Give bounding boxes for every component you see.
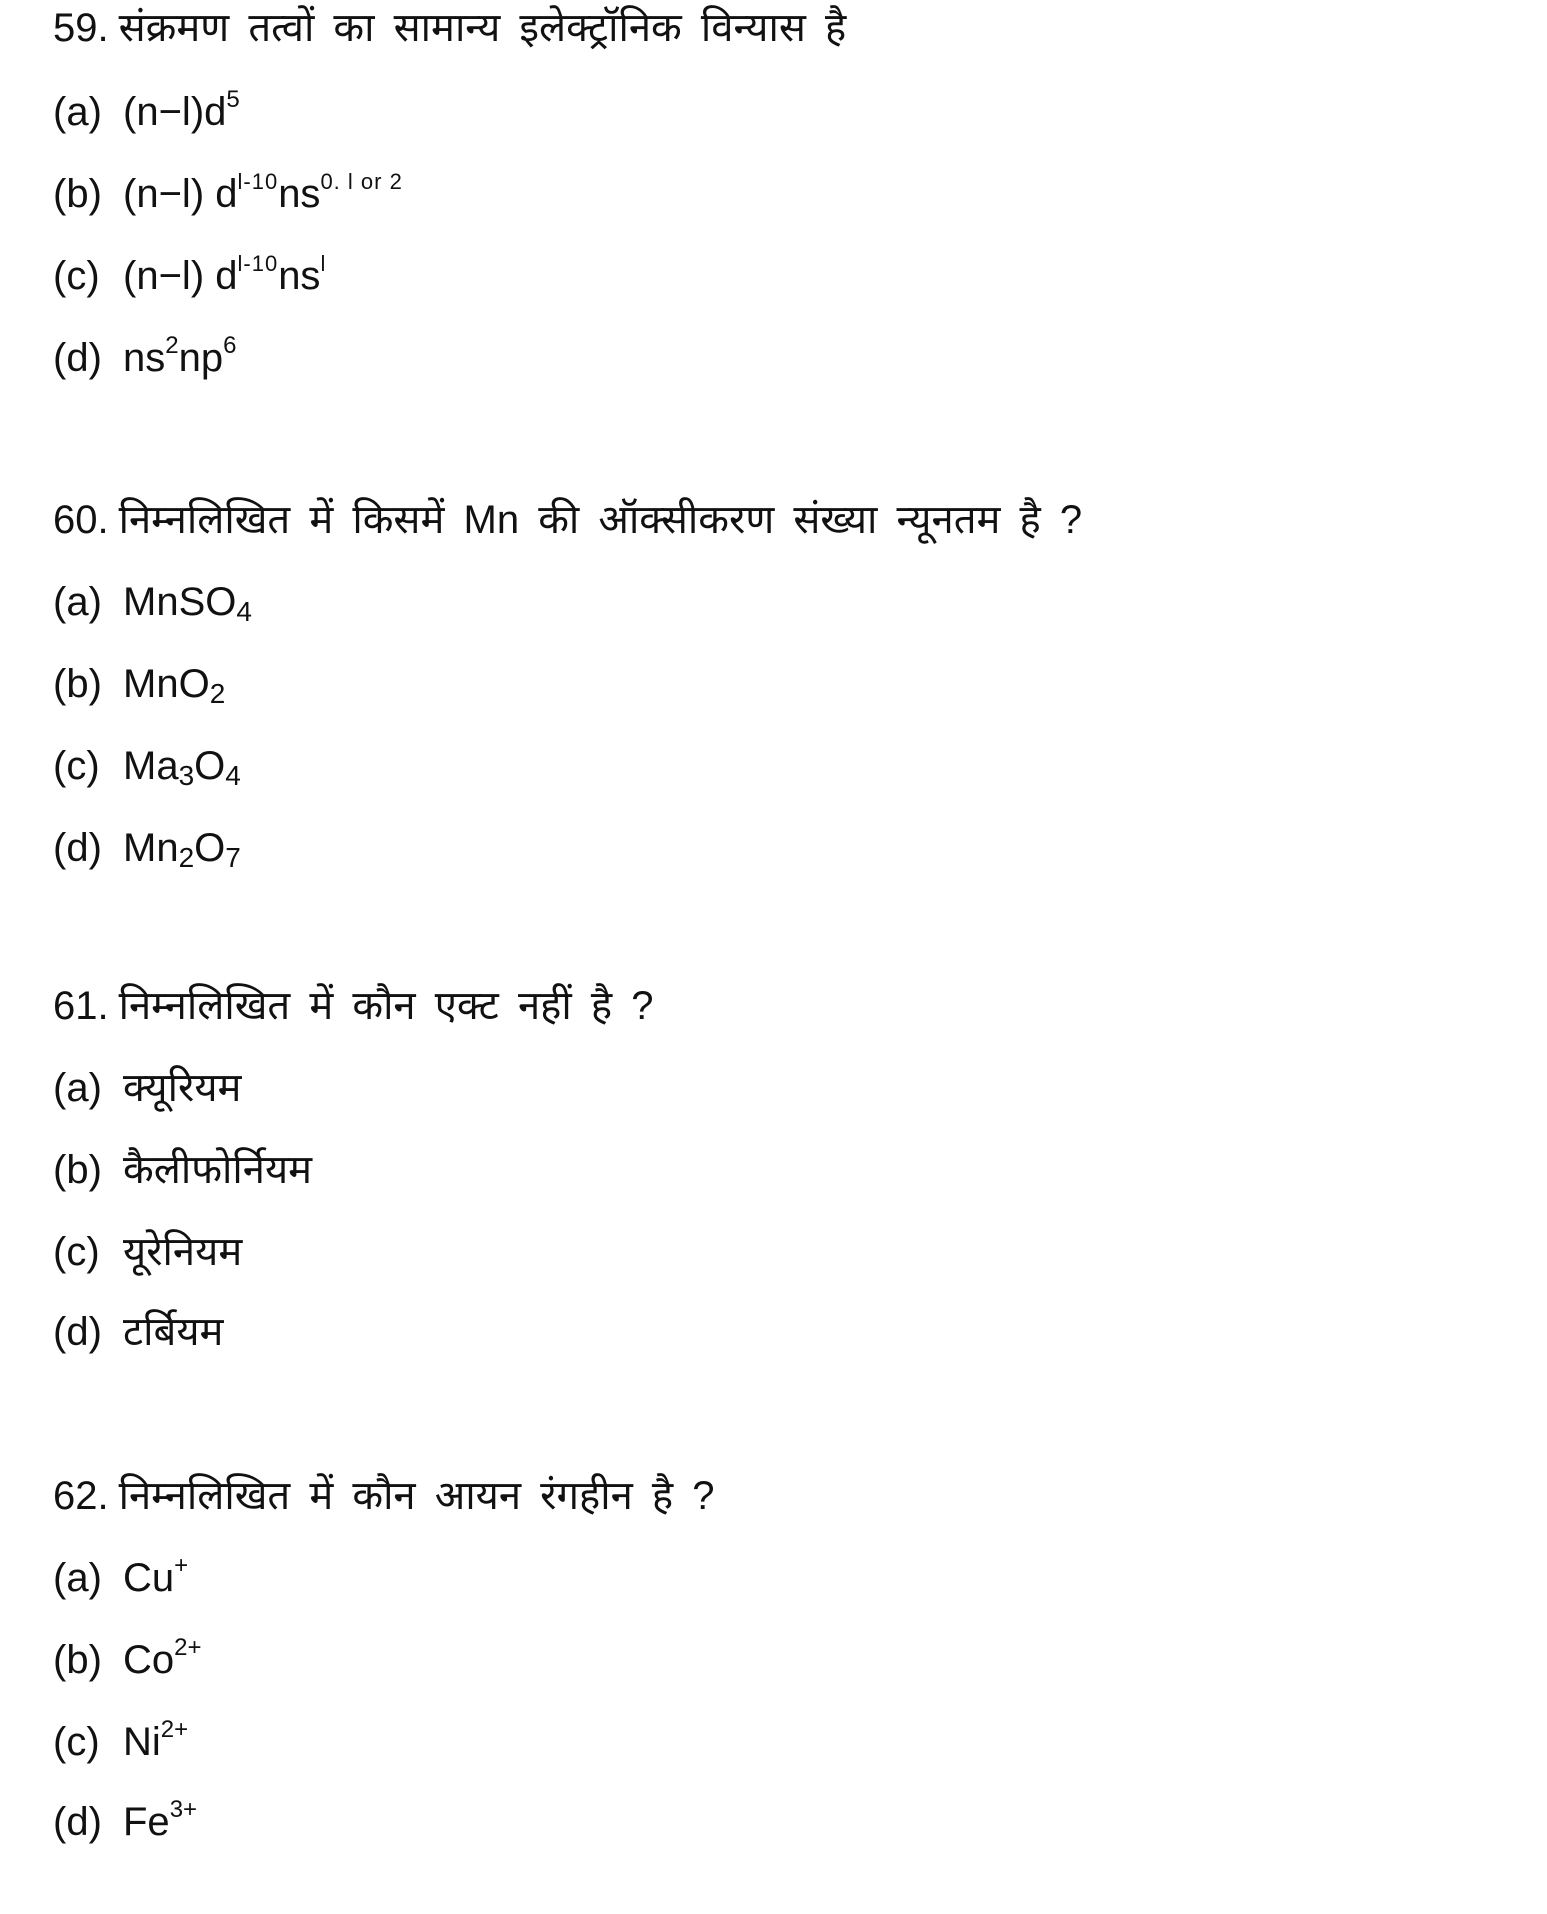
- option-text: क्यूरियम: [123, 1066, 242, 1110]
- option-a: [53, 1064, 241, 1112]
- formula-superscript: l: [320, 251, 327, 276]
- option-label: (d): [53, 826, 102, 870]
- formula-base: ns: [278, 172, 321, 216]
- option-label: (b): [53, 172, 102, 216]
- formula-base: (n−l) d: [123, 172, 238, 216]
- ion-symbol: Ni: [123, 1720, 161, 1764]
- option-label: (b): [53, 662, 102, 706]
- formula-superscript: 5: [226, 86, 240, 113]
- option-b: [53, 1146, 312, 1194]
- formula-base: ns: [278, 254, 321, 298]
- formula-subscript: 4: [225, 760, 241, 791]
- option-c: [53, 1228, 242, 1276]
- option-text: टर्बियम: [123, 1310, 224, 1354]
- option-label: (a): [53, 1066, 102, 1110]
- ion-symbol: Cu: [123, 1556, 175, 1600]
- option-label: (a): [53, 580, 102, 624]
- formula-subscript: 4: [236, 596, 252, 627]
- option-label: (a): [53, 90, 102, 134]
- option-b: [53, 1636, 202, 1684]
- option-label: (d): [53, 336, 102, 380]
- ion-charge: 2+: [160, 1716, 189, 1743]
- ion-symbol: Co: [123, 1638, 175, 1682]
- formula-subscript: 2: [209, 678, 226, 709]
- option-label: (b): [53, 1148, 102, 1192]
- option-label: (c): [53, 254, 100, 298]
- option-label: (c): [53, 744, 100, 788]
- option-b: [53, 660, 225, 708]
- ion-charge: 3+: [169, 1796, 198, 1823]
- question-number: 59.: [53, 6, 109, 50]
- option-a: [53, 1554, 188, 1602]
- formula-base: Ma: [123, 744, 179, 788]
- question-text: निम्नलिखित में किसमें Mn की ऑक्सीकरण संख्या न्यूनतम है ?: [118, 498, 1083, 542]
- option-c: [53, 1718, 188, 1766]
- option-text: यूरेनियम: [123, 1230, 243, 1274]
- formula-subscript: 3: [178, 760, 195, 791]
- question-text: निम्नलिखित में कौन एक्ट नहीं है ?: [118, 984, 654, 1028]
- question-title: [53, 982, 653, 1030]
- formula-base: MnO: [123, 662, 210, 706]
- option-label: (a): [53, 1556, 102, 1600]
- option-label: (c): [53, 1230, 100, 1274]
- option-c: [53, 742, 241, 790]
- question-title: [53, 496, 1082, 544]
- formula-base: MnSO: [123, 580, 237, 624]
- question-title: [53, 4, 846, 52]
- option-label: (d): [53, 1800, 102, 1844]
- option-label: (b): [53, 1638, 102, 1682]
- option-d: [53, 334, 236, 382]
- option-label: (c): [53, 1720, 100, 1764]
- question-text: निम्नलिखित में कौन आयन रंगहीन है ?: [118, 1474, 715, 1518]
- ion-symbol: Fe: [123, 1800, 170, 1844]
- ion-charge: +: [174, 1552, 189, 1579]
- formula-base: O: [194, 826, 226, 870]
- formula-base: (n−l)d: [123, 90, 227, 134]
- option-a: [53, 578, 252, 626]
- formula-base: (n−l) d: [123, 254, 238, 298]
- option-c: [53, 252, 326, 300]
- question-title: [53, 1472, 715, 1520]
- formula-superscript: l-10: [237, 251, 279, 276]
- formula-superscript: l-10: [237, 169, 279, 194]
- formula-base: Mn: [123, 826, 179, 870]
- formula-base: np: [178, 336, 224, 380]
- formula-base: O: [194, 744, 226, 788]
- formula-base: ns: [123, 336, 166, 380]
- option-label: (d): [53, 1310, 102, 1354]
- question-number: 61.: [53, 984, 109, 1028]
- question-number: 62.: [53, 1474, 109, 1518]
- option-b: [53, 170, 403, 218]
- option-d: [53, 1308, 223, 1356]
- formula-subscript: 7: [225, 842, 241, 873]
- option-d: [53, 1798, 197, 1846]
- option-text: कैलीफोर्नियम: [123, 1148, 313, 1192]
- option-a: [53, 88, 240, 136]
- formula-subscript: 2: [178, 842, 195, 873]
- ion-charge: 2+: [174, 1634, 202, 1661]
- formula-superscript: 6: [223, 332, 237, 359]
- question-text: संक्रमण तत्वों का सामान्य इलेक्ट्रॉनिक विन्यास है: [118, 6, 847, 50]
- option-d: [53, 824, 241, 872]
- formula-superscript: 2: [165, 332, 179, 359]
- formula-superscript: 0. l or 2: [320, 169, 403, 194]
- question-number: 60.: [53, 498, 109, 542]
